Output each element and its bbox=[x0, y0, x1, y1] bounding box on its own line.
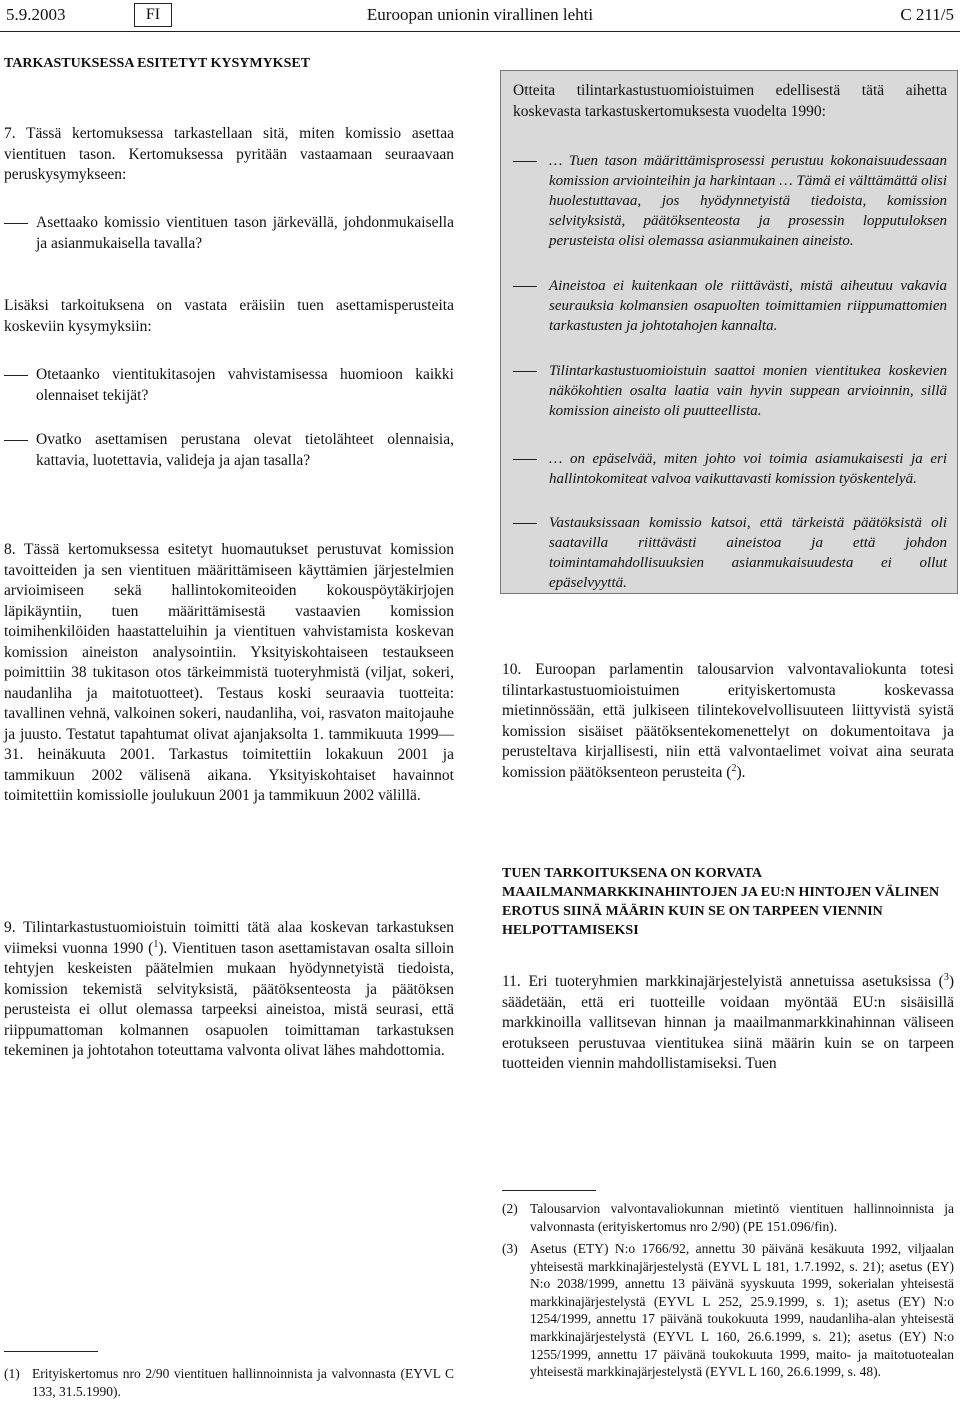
quote-intro: Otteita tilintarkastustuomioistuimen edellisestä tätä aihetta koskevasta tarkastuskertomuksesta vuodelta 1990: bbox=[513, 82, 947, 120]
paragraph-10: 10. Euroopan parlamentin talousarvion valvontavaliokunta totesi tilintarkastustuomioistuimen erityiskertomusta koskevassa mietinnössään, että julkiseen tilintekovelvollisuuteen liittyvistä syistä komission sisäiset päätöksentekomenettelyt on dokumentoitava ja perusteltava kirjallisesti, niin että valvontaelimet voivat aina seurata komission päätöksenteon perusteita ($^2$). bbox=[502, 661, 954, 781]
footnote-number: (2) bbox=[502, 1201, 518, 1216]
paragraph-11: 11. Eri tuoteryhmien markkinajärjestelyistä annetuissa asetuksissa ($^3$) säädetään, että eri tuotteille voidaan myöntää EU:n sisäisillä markkinoilla vallitsevan hinnan ja maailmanmarkkinahinnan väliseen erotukseen perustuvaa vientitukea siinä määrin kuin se on tarpeen tuotteiden viennin mahdollistamiseksi. Tuen bbox=[502, 971, 954, 1072]
journal-title: Euroopan unionin virallinen lehti bbox=[366, 5, 594, 24]
question-item bbox=[4, 365, 454, 406]
quote-item bbox=[513, 151, 947, 251]
section-heading: TUEN TARKOITUKSENA ON KORVATA MAAILMANMARKKINAHINTOJEN JA EU:N HINTOJEN VÄLINEN EROTUS SIINÄ MÄÄRIN KUIN SE ON TARPEEN VIENNIN HELPOTTAMISEKSI bbox=[502, 866, 940, 938]
quote-box bbox=[500, 70, 958, 594]
quote-text: … on epäselvää, miten johto voi toimia asiamukaisesti ja eri hallintokomiteat valvoa vaikuttavasti komission työskentelyä. bbox=[549, 451, 947, 487]
paragraph-7: 7. Tässä kertomuksessa tarkastellaan sitä, miten komissio asettaa vientituen tason. Kertomuksessa pyritään vastaamaan seuraavaan peruskysymykseen: bbox=[4, 125, 454, 183]
dash-marker bbox=[513, 286, 537, 287]
question-text: Asettaako komissio vientituen tason järkevällä, johdonmukaisella ja asianmukaisella tavalla? bbox=[36, 214, 454, 252]
language-code: FI bbox=[134, 3, 172, 27]
footnote-3 bbox=[502, 1240, 954, 1381]
footnote-text: Talousarvion valvontavaliokunnan mietintö vientituen hallinnoinnista ja valvonnasta (erityiskertomus nro 2/90) (PE 151.096/fin). bbox=[530, 1201, 954, 1234]
footnote-1 bbox=[4, 1365, 454, 1400]
quote-item bbox=[513, 276, 947, 336]
dash-marker bbox=[513, 523, 537, 524]
footnote-rule bbox=[4, 1351, 98, 1352]
page-number: C 211/5 bbox=[900, 5, 954, 24]
paragraph-9: 9. Tilintarkastustuomioistuin toimitti tätä alaa koskevan tarkastuksen viimeksi vuonna 1990 ($^1$). Vientituen tason asettamistavan osalta silloin tehtyjen keskeisten päätelmien mukaan hyödynnetyistä tiedoista, komission tekemistä selvityksistä, päätöksenteosta ja päätöksen perusteista ei ollut olemassa tarpeeksi aineistoa, mistä seurasi, että riippumattoman kolmannen osapuolen toimittaman tarkastuksen tekeminen ja johtotahon toteuttama valvonta olivat lähes mahdottomia. bbox=[4, 919, 454, 1059]
question-text: Ovatko asettamisen perustana olevat tietolähteet olennaisia, kattavia, luotettavia, valideja ja ajan tasalla? bbox=[36, 431, 454, 469]
footnote-text: Erityiskertomus nro 2/90 vientituen hallinnoinnista ja valvonnasta (EYVL C 133, 31.5.1990). bbox=[32, 1366, 454, 1399]
paragraph-8: 8. Tässä kertomuksessa esitetyt huomautukset perustuvat komission tavoitteiden ja sen vientituen määrittämiseen käyttämien järjestelmien arvioimiseen sekä hallintokomiteoiden kokouspöytäkirjojen läpikäyntiin, tuen määrittämisestä vastaavien komission toimihenkilöiden haastatteluihin ja vientituen vahvistamista koskevan komission aineiston analysointiin. Yksityiskohtaiseen testaukseen poimittiin 38 tukitason otos tärkeimmistä tuoteryhmistä (viljat, sokeri, naudanliha ja maitotuotteet). Testaus koski seuraavia tuotteita: tavallinen vehnä, valkoinen sokeri, naudanliha, voi, rasvaton maitojauhe ja juusto. Testatut tapahtumat olivat ajanjaksolta 1. tammikuuta 1999—31. heinäkuuta 2001. Tarkastus toimitettiin lokakuun 2001 ja tammikuun 2002 välisenä aikana. Yksityiskohtaiset havainnot toimitettiin komissiolle joulukuun 2001 ja tammikuun 2002 välillä. bbox=[4, 541, 454, 804]
footnote-text: Asetus (ETY) N:o 1766/92, annettu 30 päivänä kesäkuuta 1992, viljaalan yhteisestä markkinajärjestelystä (EYVL L 181, 1.7.1992, s. 21); asetus (EY) N:o 2038/1999, annettu 13 päivänä syyskuuta 1999, sokerialan yhteisestä markkinajärjestelystä (EYVL L 252, 25.9.1999, s. 1); asetus (EY) N:o 1254/1999, annettu 17 päivänä toukokuuta 1999, naudanliha-alan yhteisestä markkinajärjestelystä (EYVL L 160, 26.6.1999, s. 21); asetus (EY) N:o 1255/1999, annettu 17 päivänä toukokuuta 1999, maito- ja maitotuotealan yhteisestä markkinajärjestelystä (EYVL L 160, 26.6.1999, s. 48). bbox=[530, 1241, 954, 1380]
footnote-number: (1) bbox=[4, 1366, 20, 1381]
page-header bbox=[0, 0, 960, 32]
quote-text: Vastauksissaan komissio katsoi, että tärkeistä päätöksistä oli saatavilla riittävästi aineistoa ja että johdon toimintamahdollisuuksien asianmukaisuudesta ei ollut epäselvyyttä. bbox=[549, 515, 947, 591]
quote-text: Tilintarkastustuomioistuin saattoi monien vientitukea koskevien näkökohtien osalta laatia vain hyvin suppean arvioinnin, sillä komission aineisto oli puutteellista. bbox=[549, 363, 947, 419]
quote-text: Aineistoa ei kuitenkaan ole riittävästi, mistä aiheutuu vakavia seurauksia kolmansien osapuolten toimittamien riippumattomien tarkastusten ja johtotahojen kannalta. bbox=[549, 278, 947, 334]
publication-date: 5.9.2003 bbox=[6, 5, 66, 24]
footnote-2 bbox=[502, 1200, 954, 1235]
paragraph-additional: Lisäksi tarkoituksena on vastata eräisiin tuen asettamisperusteita koskeviin kysymyksiin: bbox=[4, 297, 454, 335]
question-item bbox=[4, 213, 454, 254]
footnote-rule bbox=[502, 1190, 596, 1191]
footnote-ref: 2 bbox=[731, 762, 737, 774]
quote-item bbox=[513, 513, 947, 593]
footnote-ref: 3 bbox=[943, 971, 949, 983]
dash-marker bbox=[4, 440, 28, 441]
quote-item bbox=[513, 361, 947, 421]
dash-marker bbox=[513, 459, 537, 460]
quote-text: … Tuen tason määrittämisprosessi perustuu kokonaisuudessaan komission arviointeihin ja harkintaan … Tämä ei välttämättä olisi huolestuttavaa, jos hyödynnetyistä tiedoista, komission selvityksistä, päätöksenteosta ja prosessin lopputuloksen perusteista olisi olemassa asianmukainen aineisto. bbox=[549, 153, 947, 249]
question-item bbox=[4, 430, 454, 471]
dash-marker bbox=[4, 223, 28, 224]
dash-marker bbox=[4, 375, 28, 376]
footnote-ref: 1 bbox=[153, 938, 159, 950]
quote-item bbox=[513, 449, 947, 489]
dash-marker bbox=[513, 371, 537, 372]
dash-marker bbox=[513, 161, 537, 162]
footnote-number: (3) bbox=[502, 1241, 518, 1256]
section-heading: TARKASTUKSESSA ESITETYT KYSYMYKSET bbox=[4, 56, 311, 71]
question-text: Otetaanko vientitukitasojen vahvistamisessa huomioon kaikki olennaiset tekijät? bbox=[36, 366, 454, 404]
header-rule bbox=[0, 31, 960, 32]
